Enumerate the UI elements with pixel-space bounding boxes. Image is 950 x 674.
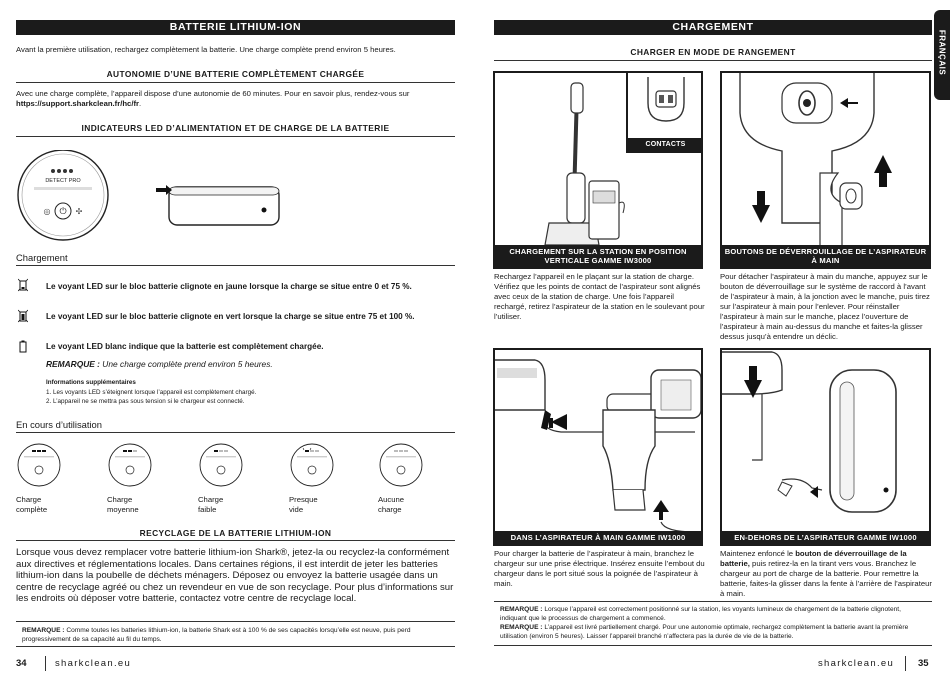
panel-release-text: Pour détacher l’aspirateur à main du manche, appuyez sur le bouton de déverrouillage sur le système de raccord à l’avant de l’aspirateur à main, à la jonction avec le manche, puis tirez sur l’aspirateur à main pour l’enlever. Pour réinstaller l’aspirateur à main sur le manche, placez l’ouverture de l’aspirateur à main au-dessus du manche et faites-la glisser dessus jusqu’à entendre un déclic. <box>720 272 930 341</box>
charging-heading: Chargement <box>16 252 68 263</box>
level-almost-empty: Presque vide <box>289 442 339 515</box>
level-medium: Charge moyenne <box>107 442 157 515</box>
level-low: Charge faible <box>198 442 244 515</box>
remark-1: REMARQUE : Lorsque l’appareil est correctement positionné sur la station, les voyants lumineux de chargement de la batterie clignotent, indiquant que le processus de chargement a commencé. <box>500 606 901 622</box>
device-low-icon <box>198 442 244 488</box>
device-empty-icon <box>378 442 424 488</box>
charging-row-yellow: Le voyant LED sur le bloc batterie clignote en jaune lorsque la charge se situe entre 0 et 75 %. <box>46 282 412 291</box>
language-tab: FRANÇAIS <box>934 10 950 100</box>
panel-external-text: Maintenez enfoncé le bouton de déverrouillage de la batterie, puis retirez-la en la tirant vers vous. Branchez le chargeur au port de charge de la batterie. Pour remettre la batterie, faites-la glisser dans la fente à l’arrière de l’aspirateur à main. <box>720 549 932 598</box>
autonomy-title: AUTONOMIE D’UNE BATTERIE COMPLÈTEMENT CHARGÉE <box>106 69 365 79</box>
panel-release-caption: BOUTONS DE DÉVERROUILLAGE DE L’ASPIRATEUR À MAIN <box>722 245 929 267</box>
charging-remark: REMARQUE : Une charge complète prend environ 5 heures. <box>46 359 273 369</box>
autonomy-text: Avec une charge complète, l’appareil dispose d’une autonomie de 60 minutes. Pour en savoir plus, rendez-vous sur https://support.sharkclean.fr/hc/fr. <box>16 89 410 108</box>
svg-text:✣: ✣ <box>75 207 83 216</box>
in-use-heading: En cours d’utilisation <box>16 419 102 430</box>
panel-external-caption: EN-DEHORS DE L’ASPIRATEUR GAMME IW1000 <box>722 531 929 544</box>
device-full-icon <box>16 442 62 488</box>
more-info-item-1: 1. Les voyants LED s’éteignent lorsque l’appareil est complètement chargé. <box>46 389 257 396</box>
remark-2: REMARQUE : L’appareil est livré partiellement chargé. Pour une autonomie optimale, rechargez complètement la batterie avant la première utilisation (environ 5 heures). Laisser l’appareil branché n’affectera pas la durée de vie de la batterie. <box>500 624 909 641</box>
level-empty: Aucune charge <box>378 442 428 515</box>
battery-blink-green-icon <box>18 309 28 323</box>
indicators-title: INDICATEURS LED D’ALIMENTATION ET DE CHARGE DE LA BATTERIE <box>81 123 390 133</box>
support-link[interactable]: https://support.sharkclean.fr/hc/fr <box>16 99 140 108</box>
left-footer-site: sharkclean.eu <box>55 658 132 669</box>
panel-release-image <box>720 71 931 269</box>
recycling-text: Lorsque vous devez remplacer votre batterie lithium-ion Shark®, jetez-la ou recyclez-la conformément aux directives et réglementations locales. Dans certaines régions, il est interdit de jeter les batteries lithium-ion dans la poubelle de déchets ménagers. Déposez ou envoyez la batterie usagée dans un centre de recyclage agréé ou chez un revendeur en vue de son recyclage. Pour plus d’informations sur les endroits où déposer votre batterie, contactez votre centre de recyclage local. <box>16 547 454 605</box>
charging-row-green: Le voyant LED sur le bloc batterie clignote en vert lorsque la charge se situe entre 75 et 100 %. <box>46 312 415 321</box>
level-full: Charge complète <box>16 442 62 515</box>
in-use-levels <box>16 442 456 512</box>
panel-handheld-caption: DANS L’ASPIRATEUR À MAIN GAMME IW1000 <box>495 531 701 544</box>
left-header: BATTERIE LITHIUM-ION <box>16 20 455 35</box>
battery-blink-yellow-icon <box>18 278 28 292</box>
charging-row-white: Le voyant LED blanc indique que la batterie est complètement chargée. <box>46 342 324 351</box>
battery-full-icon <box>18 340 28 353</box>
svg-text:◎: ◎ <box>43 207 51 216</box>
right-remarks <box>494 601 932 646</box>
svg-text:⏻: ⏻ <box>59 206 67 216</box>
device-almost-empty-icon <box>289 442 335 488</box>
more-info-item-2: 2. L’appareil ne se mettra pas sous tension si le chargeur est connecté. <box>46 398 245 405</box>
recycling-title: RECYCLAGE DE LA BATTERIE LITHIUM-ION <box>139 528 332 538</box>
panel-station-text: Rechargez l’appareil en le plaçant sur la station de charge. Vérifiez que les points de contact de l’aspirateur sont alignés avec ceux de la station de charge. Une fois l’appareil rechargé, retirez l’aspirateur de la station en le soulevant pour l’utiliser. <box>494 272 705 321</box>
more-info-title: Informations supplémentaires <box>46 379 136 386</box>
intro-text: Avant la première utilisation, rechargez complètement la batterie. Une charge complète prend environ 5 heures. <box>16 45 396 54</box>
contacts-inset <box>626 73 703 153</box>
device-medium-icon <box>107 442 153 488</box>
contacts-label: CONTACTS <box>628 138 703 151</box>
right-footer-site: sharkclean.eu <box>818 658 895 669</box>
panel-station-image <box>493 71 703 269</box>
right-page-number: 35 <box>918 658 929 669</box>
storage-mode-title: CHARGER EN MODE DE RANGEMENT <box>630 47 796 57</box>
left-page-number: 34 <box>16 658 27 669</box>
panel-handheld-image <box>493 348 703 546</box>
panel-handheld-text: Pour charger la batterie de l’aspirateur à main, branchez le chargeur sur une prise électrique. Insérez ensuite l’embout du chargeur dans le port situé sous la poignée de l’aspirateur à main. <box>494 549 705 588</box>
battery-note: REMARQUE : Comme toutes les batteries lithium-ion, la batterie Shark est à 100 % de ses capacités lorsqu’elle est neuve, puis perd progressivement de sa capacité au fil du temps. <box>16 621 455 647</box>
panel-external-image <box>720 348 931 546</box>
device-brand-label: DETECT PRO <box>45 178 81 184</box>
right-header: CHARGEMENT <box>494 20 932 35</box>
led-indicator-illustration <box>16 150 296 242</box>
panel-station-caption: CHARGEMENT SUR LA STATION EN POSITION VERTICALE GAMME IW3000 <box>495 245 701 267</box>
